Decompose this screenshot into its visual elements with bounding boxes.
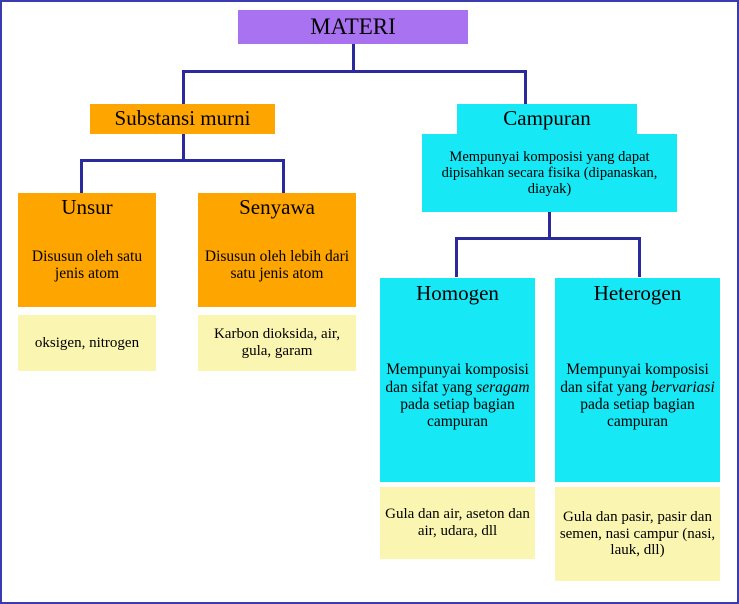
connector-root-right	[524, 70, 527, 106]
node-campuran-description	[422, 134, 677, 212]
connector-campuran-stem	[548, 212, 551, 239]
node-unsur-description-text: Disusun oleh satu jenis atom	[31, 247, 143, 282]
homogen-desc-emphasis: seragam	[476, 378, 530, 396]
node-unsur-label: Unsur	[61, 195, 113, 220]
node-senyawa	[198, 193, 356, 223]
node-unsur-examples-text: oksigen, nitrogen	[34, 334, 140, 351]
node-homogen-description-text	[384, 361, 531, 430]
node-heterogen-description	[555, 310, 720, 482]
node-heterogen	[555, 278, 720, 310]
node-materi	[238, 10, 468, 44]
node-heterogen-description-text	[559, 361, 716, 430]
homogen-desc-post: pada setiap bagian campuran	[400, 396, 515, 431]
connector-root-stem	[352, 44, 355, 72]
connector-substansi-bus	[80, 159, 285, 162]
node-heterogen-examples-text: Gula dan pasir, pasir dan semen, nasi campur (nasi, lauk, dll)	[559, 508, 716, 559]
node-unsur	[18, 193, 156, 223]
node-campuran-description-text: Mempunyai komposisi yang dapat dipisahkan secara fisika (dipanaskan, diayak)	[441, 148, 658, 198]
connector-substansi-right	[282, 159, 285, 194]
node-homogen	[380, 278, 535, 310]
connector-campuran-bus	[455, 237, 641, 240]
connector-substansi-left	[80, 159, 83, 194]
node-unsur-description	[18, 223, 156, 307]
heterogen-desc-pre: Mempunyai komposisi dan sifat yang	[560, 361, 709, 396]
node-unsur-examples	[18, 315, 156, 371]
homogen-desc-pre: Mempunyai komposisi dan sifat yang	[385, 361, 529, 396]
connector-root-bus	[182, 70, 527, 73]
node-heterogen-examples	[555, 487, 720, 581]
node-heterogen-label: Heterogen	[593, 281, 682, 306]
node-senyawa-description	[198, 223, 356, 307]
node-substansi-murni-label: Substansi murni	[114, 106, 251, 131]
node-senyawa-label: Senyawa	[239, 195, 315, 220]
connector-substansi-stem	[182, 134, 185, 161]
node-campuran-label: Campuran	[503, 106, 591, 131]
heterogen-desc-post: pada setiap bagian campuran	[580, 396, 695, 431]
node-campuran	[457, 104, 637, 134]
heterogen-desc-emphasis: bervariasi	[651, 378, 715, 396]
node-materi-label: MATERI	[310, 14, 396, 40]
node-substansi-murni	[90, 104, 275, 134]
connector-campuran-left	[455, 237, 458, 277]
node-senyawa-examples	[198, 315, 356, 371]
node-homogen-description	[380, 310, 535, 482]
node-homogen-examples-text: Gula dan air, aseton dan air, udara, dll	[385, 506, 530, 539]
node-homogen-examples	[380, 487, 535, 559]
node-senyawa-examples-text: Karbon dioksida, air, gula, garam	[213, 326, 341, 359]
node-senyawa-description-text: Disusun oleh lebih dari satu jenis atom	[204, 247, 350, 282]
connector-root-left	[182, 70, 185, 106]
node-homogen-label: Homogen	[416, 281, 499, 306]
connector-campuran-right	[638, 237, 641, 277]
